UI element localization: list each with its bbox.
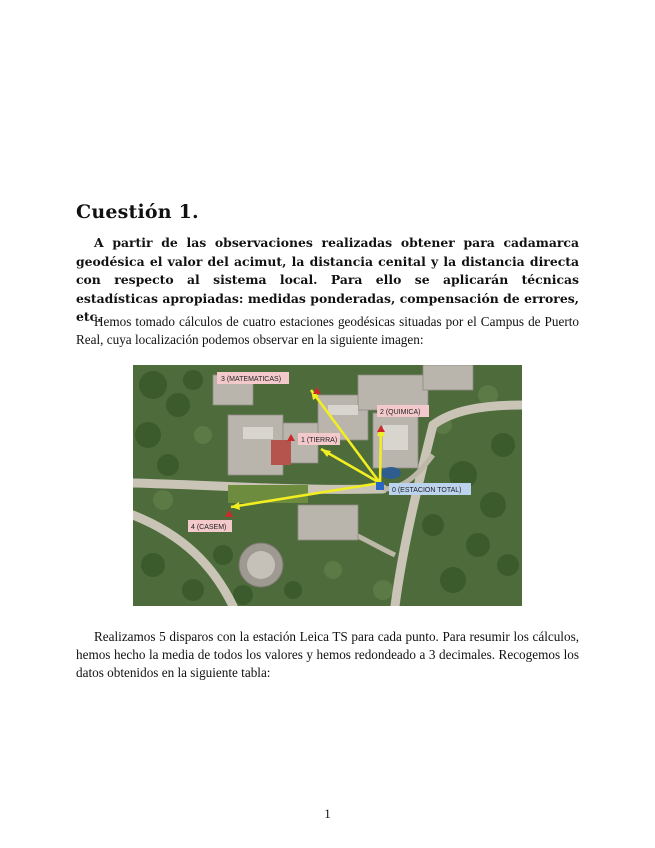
section-title: Cuestión 1. bbox=[76, 201, 199, 223]
label-casem: 4 (CASEM) bbox=[191, 524, 227, 531]
label-quimica: 2 (QUIMICA) bbox=[380, 409, 421, 416]
intro-paragraph: Hemos tomado cálculos de cuatro estaciones geodésicas situadas por el Campus de Puerto Real, cuya localización podemos observar en la siguiente imagen: bbox=[76, 314, 579, 347]
method-paragraph: Realizamos 5 disparos con la estación Leica TS para cada punto. Para resumir los cálculos, hemos hecho la media de todos los valores y hemos redondeado a 3 decimales. Recogemos los datos obtenidos en la siguiente tabla: bbox=[76, 629, 579, 680]
label-tierra: 1 (TIERRA) bbox=[301, 437, 338, 444]
label-estacion-total: 0 (ESTACION TOTAL) bbox=[392, 487, 462, 494]
abstract-text: A partir de las observaciones realizadas obtener para cadamarca geodésica el valor del acimut, la distancia cenital y la distancia directa con respecto al sistema local. Para ello se aplicarán técnicas estadísticas apropiadas: medidas ponderadas, compensación de errores, etc. bbox=[76, 235, 579, 324]
page-number: 1 bbox=[324, 806, 331, 821]
campus-aerial-map bbox=[133, 365, 522, 606]
label-matematicas: 3 (MATEMATICAS) bbox=[221, 376, 282, 383]
